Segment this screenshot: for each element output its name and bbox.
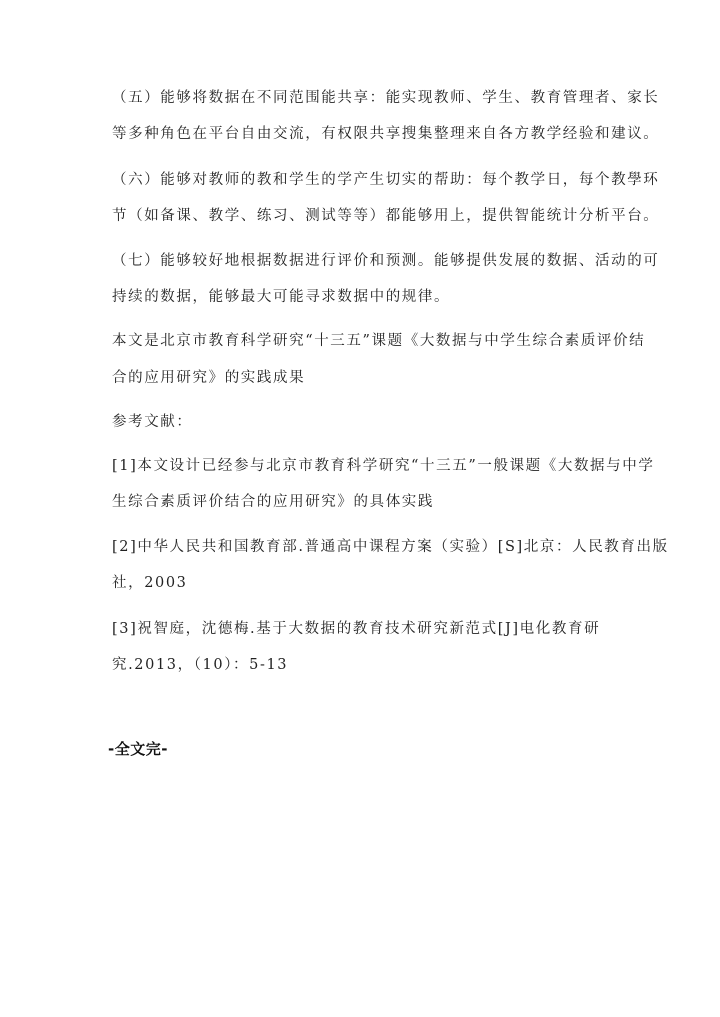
reference-2-line-2: 社，2003 xyxy=(112,575,188,591)
source-note-line-2: 合的应用研究》的实践成果 xyxy=(112,370,306,386)
reference-1-line-2: 生综合素质评价结合的应用研究》的具体实践 xyxy=(112,494,434,510)
item-7-line-1: （七）能够较好地根据数据进行评价和预测。能够提供发展的数据、活动的可 xyxy=(112,253,660,269)
reference-3-line-1: [3]祝智庭，沈德梅.基于大数据的教育技术研究新范式[J]电化教育研 xyxy=(112,621,601,637)
references-heading: 参考文献： xyxy=(112,414,193,430)
item-5-line-2: 等多种角色在平台自由交流，有权限共享搜集整理来自各方教学经验和建议。 xyxy=(112,126,660,142)
source-note-line-1: 本文是北京市教育科学研究“十三五”课题《大数据与中学生综合素质评价结 xyxy=(112,333,646,349)
item-6-line-2: 节（如备课、教学、练习、测试等等）都能够用上，提供智能统计分析平台。 xyxy=(112,208,660,224)
item-6-line-1: （六）能够对教师的教和学生的学产生切实的帮助：每个教学日，每个教學环 xyxy=(112,172,660,188)
item-5-line-1: （五）能够将数据在不同范围能共享：能实现教师、学生、教育管理者、家长 xyxy=(112,90,660,106)
reference-2-line-1: [2]中华人民共和国教育部.普通高中课程方案（实验）[S]北京：人民教育出版 xyxy=(112,539,669,555)
reference-1-line-1: [1]本文设计已经参与北京市教育科学研究“十三五”一般课题《大数据与中学 xyxy=(112,458,655,474)
end-of-text-mark: -全文完- xyxy=(108,740,168,758)
item-7-line-2: 持续的数据，能够最大可能寻求数据中的规律。 xyxy=(112,289,451,305)
reference-3-line-2: 究.2013，（10）：5-13 xyxy=(112,657,289,673)
